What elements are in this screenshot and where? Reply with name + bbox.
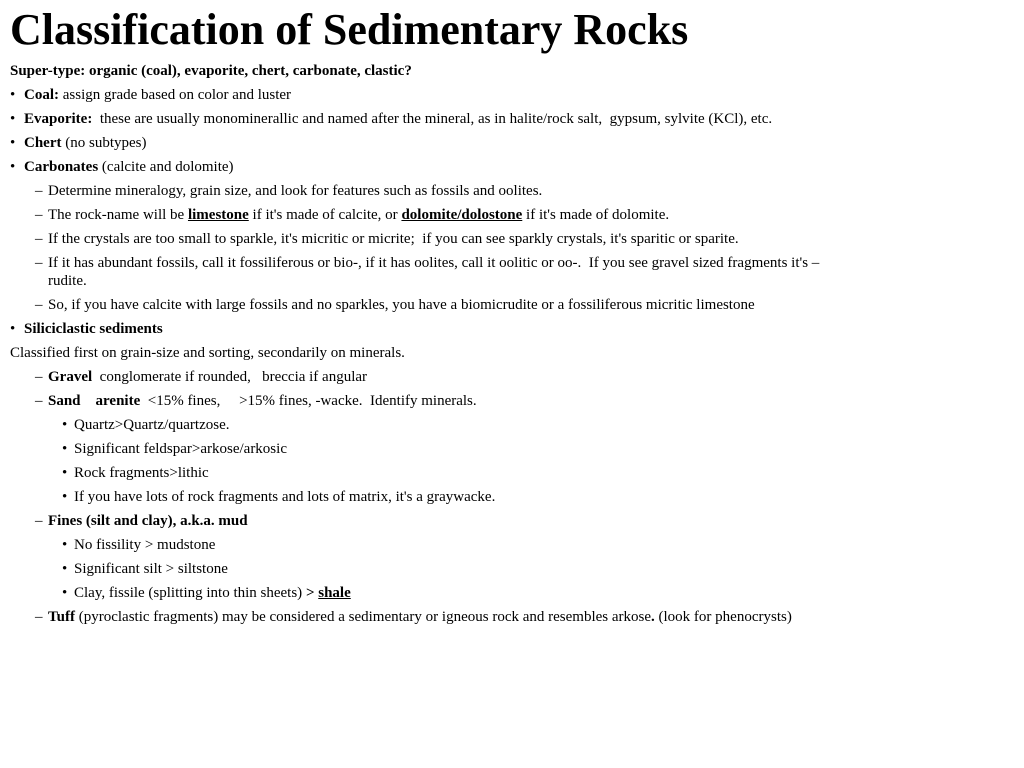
crystals-text: If the crystals are too small to sparkle, it's micritic or micrite; if you can see sparkly crystals, it's sparitic or sparite. [48, 231, 739, 247]
dash-marker: – [35, 513, 43, 529]
sand-subitem [10, 416, 1014, 434]
fines-subitem-text: Significant silt > siltstone [74, 561, 228, 577]
dash-marker: – [35, 207, 43, 223]
dolomite-term: dolomite/dolostone [401, 207, 523, 223]
bullet-marker: • [10, 87, 16, 103]
bullet-marker: • [10, 111, 16, 127]
chert-item [10, 134, 1014, 152]
coal-label: Coal: [24, 87, 59, 103]
bullet-marker: • [62, 585, 68, 601]
rockname-text-c: if it's made of dolomite. [522, 207, 670, 223]
supertype-line: Super-type: organic (coal), evaporite, chert, carbonate, clastic? [10, 63, 412, 79]
coal-item [10, 86, 1014, 104]
bullet-marker: • [10, 135, 16, 151]
evaporite-text: these are usually monominerallic and named after the mineral, as in halite/rock salt, gypsum, sylvite (KCl), etc. [92, 111, 773, 127]
carbonates-determine [10, 182, 1014, 200]
rockname-text-b: if it's made of calcite, or [248, 207, 402, 223]
fines-label: Fines (silt and clay), a.k.a. mud [48, 513, 248, 529]
siliciclastic-intro: Classified first on grain-size and sorting, secondarily on minerals. [10, 345, 405, 361]
chert-label: Chert [24, 135, 62, 151]
tuff-period: . [651, 609, 655, 625]
sand-subitem [10, 440, 1014, 458]
bullet-marker: • [62, 561, 68, 577]
carbonates-crystals [10, 230, 1014, 248]
bullet-marker: • [62, 489, 68, 505]
fossils-text-2: rudite. [48, 273, 87, 289]
fines-subitem [10, 560, 1014, 578]
carbonates-item [10, 158, 1014, 176]
tuff-item [10, 608, 1014, 626]
fines-subitem-clay [10, 584, 1014, 602]
bullet-marker: • [62, 417, 68, 433]
fines-item [10, 512, 1014, 530]
sand-subitem-text: Rock fragments>lithic [74, 465, 209, 481]
limestone-term: limestone [187, 207, 249, 223]
dash-marker: – [35, 255, 43, 271]
fines-subitem-text: No fissility > mudstone [74, 537, 216, 553]
slide [10, 4, 1014, 626]
sand-label: Sand arenite [48, 393, 141, 409]
carbonates-label: Carbonates [24, 159, 99, 175]
sand-text: <15% fines, >15% fines, -wacke. Identify minerals. [140, 393, 477, 409]
rockname-text-a: The rock-name will be [48, 207, 188, 223]
determine-text: Determine mineralogy, grain size, and look for features such as fossils and oolites. [48, 183, 543, 199]
evaporite-item [10, 110, 1014, 128]
bullet-marker: • [62, 465, 68, 481]
bullet-marker: • [10, 321, 16, 337]
fines-subitem [10, 536, 1014, 554]
carbonates-text: (calcite and dolomite) [98, 159, 234, 175]
sand-subitem [10, 488, 1014, 506]
carbonates-so [10, 296, 1014, 314]
sand-item [10, 392, 1014, 410]
dash-marker: – [35, 297, 43, 313]
sand-subitem-text: Significant feldspar>arkose/arkosic [74, 441, 287, 457]
tuff-text-b: (look for phenocrysts) [654, 609, 792, 625]
dash-marker: – [35, 183, 43, 199]
dash-marker: – [35, 609, 43, 625]
fossils-text-1: If it has abundant fossils, call it fossiliferous or bio-, if it has oolites, call it oolitic or oo-. If you see gravel sized fragments it's – [48, 255, 820, 271]
siliciclastic-item [10, 320, 1014, 338]
chert-text: (no subtypes) [61, 135, 147, 151]
carbonates-fossils [10, 254, 1014, 290]
sand-subitem-text: If you have lots of rock fragments and lots of matrix, it's a graywacke. [74, 489, 496, 505]
tuff-text-a: (pyroclastic fragments) may be considered a sedimentary or igneous rock and resembles arkose [74, 609, 652, 625]
dash-marker: – [35, 393, 43, 409]
tuff-label: Tuff [48, 609, 75, 625]
page-title: Classification of Sedimentary Rocks [10, 5, 689, 54]
bullet-marker: • [62, 537, 68, 553]
clay-text: Clay, fissile (splitting into thin sheets) [74, 585, 306, 601]
clay-arrow: > [305, 585, 315, 601]
bullet-marker: • [10, 159, 16, 175]
bullet-marker: • [62, 441, 68, 457]
dash-marker: – [35, 231, 43, 247]
gravel-text: conglomerate if rounded, breccia if angular [92, 369, 368, 385]
shale-term: shale [318, 585, 351, 601]
carbonates-rockname [10, 206, 1014, 224]
sand-subitem-text: Quartz>Quartz/quartzose. [74, 417, 230, 433]
evaporite-label: Evaporite: [24, 111, 93, 127]
coal-text: assign grade based on color and luster [59, 87, 292, 103]
dash-marker: – [35, 369, 43, 385]
so-text: So, if you have calcite with large fossils and no sparkles, you have a biomicrudite or a fossiliferous micritic limestone [48, 297, 755, 313]
siliciclastic-label: Siliciclastic sediments [24, 321, 163, 337]
gravel-label: Gravel [48, 369, 93, 385]
gravel-item [10, 368, 1014, 386]
sand-subitem [10, 464, 1014, 482]
